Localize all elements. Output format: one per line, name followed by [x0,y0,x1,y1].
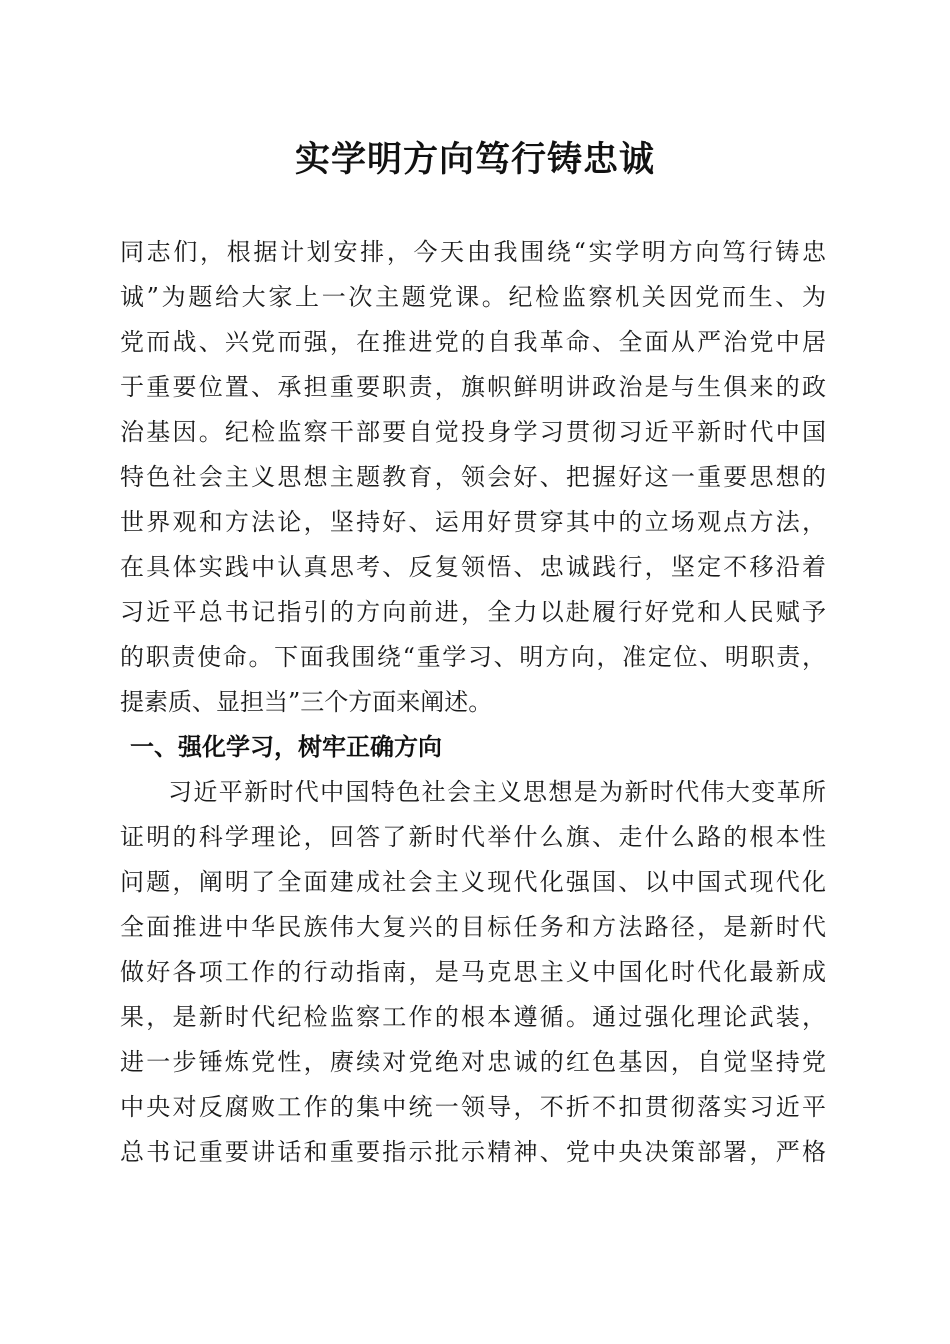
paragraph2-line: 做好各项工作的行动指南，是马克思主义中国化时代化最新成 [120,958,826,986]
paragraph1-line: 特色社会主义思想主题教育，领会好、把握好这一重要思想的 [120,463,826,491]
paragraph1-line: 党而战、兴党而强，在推进党的自我革命、全面从严治党中居 [120,328,826,356]
paragraph2-line: 全面推进中华民族伟大复兴的目标任务和方法路径，是新时代 [120,913,826,941]
paragraph2-line: 证明的科学理论，回答了新时代举什么旗、走什么路的根本性 [120,823,826,851]
paragraph2-line: 进一步锤炼党性，赓续对党绝对忠诚的红色基因，自觉坚持党 [120,1048,826,1076]
paragraph2-line: 习近平新时代中国特色社会主义思想是为新时代伟大变革所 [168,778,826,806]
paragraph1-line: 于重要位置、承担重要职责，旗帜鲜明讲政治是与生俱来的政 [120,373,826,401]
paragraph1-line: 提素质、显担当”三个方面来阐述。 [120,688,493,716]
section1-heading: 一、强化学习，树牢正确方向 [130,733,442,761]
paragraph1-line: 习近平总书记指引的方向前进，全力以赴履行好党和人民赋予 [120,598,826,626]
paragraph2-line: 中央对反腐败工作的集中统一领导，不折不扣贯彻落实习近平 [120,1093,826,1121]
paragraph1-line: 诚”为题给大家上一次主题党课。纪检监察机关因党而生、为 [120,283,826,311]
paragraph1-line: 治基因。纪检监察干部要自觉投身学习贯彻习近平新时代中国 [120,418,826,446]
paragraph1-line: 世界观和方法论，坚持好、运用好贯穿其中的立场观点方法， [120,508,826,536]
paragraph1-line: 的职责使命。下面我围绕“重学习、明方向，准定位、明职责， [120,643,826,671]
paragraph1-line: 在具体实践中认真思考、反复领悟、忠诚践行，坚定不移沿着 [120,553,826,581]
paragraph2-line: 问题，阐明了全面建成社会主义现代化强国、以中国式现代化 [120,868,826,896]
paragraph1-line: 同志们，根据计划安排，今天由我围绕“实学明方向笃行铸忠 [120,238,826,266]
paragraph2-line: 果，是新时代纪检监察工作的根本遵循。通过强化理论武装， [120,1003,826,1031]
paragraph2-line: 总书记重要讲话和重要指示批示精神、党中央决策部署，严格 [120,1138,826,1166]
document-title: 实学明方向笃行铸忠诚 [294,139,655,180]
